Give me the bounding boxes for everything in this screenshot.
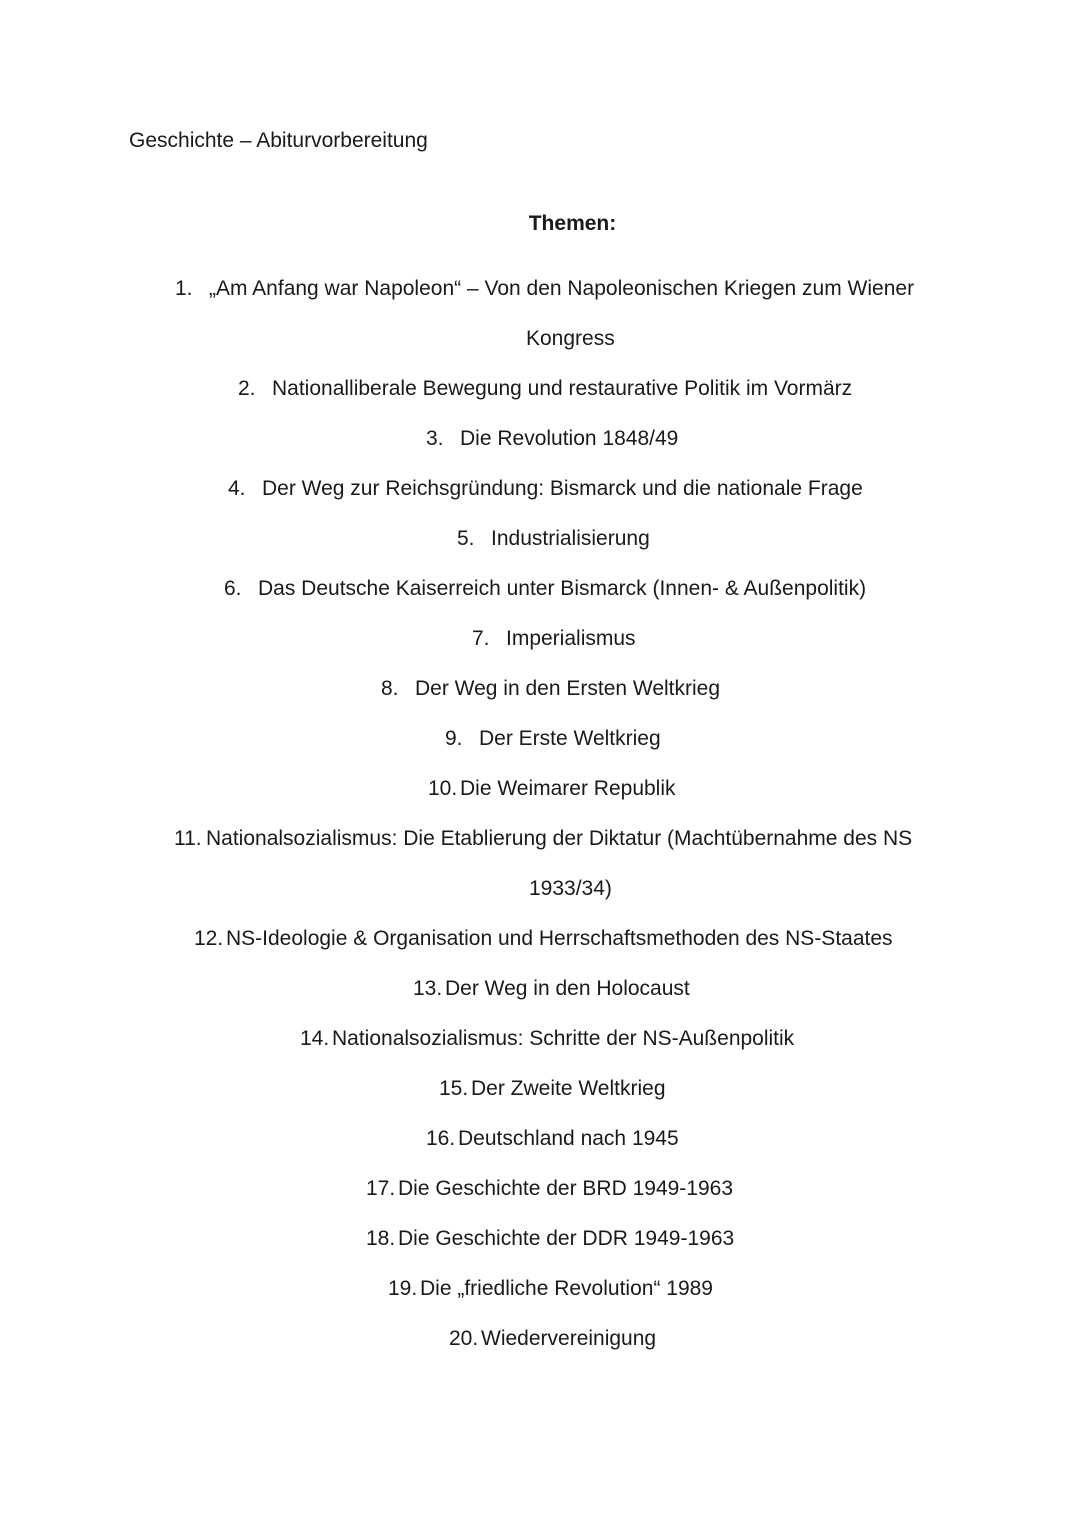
list-item	[174, 826, 912, 852]
document-header: Geschichte – Abiturvorbereitung	[129, 129, 428, 152]
item-number: 2.	[238, 377, 256, 400]
list-item	[228, 476, 863, 502]
list-item	[426, 426, 678, 452]
item-number: 5.	[457, 527, 475, 550]
list-item	[238, 376, 852, 402]
item-text: Industrialisierung	[491, 527, 650, 550]
item-number: 10.	[428, 777, 458, 800]
item-text: „Am Anfang war Napoleon“ – Von den Napoleonischen Kriegen zum Wiener	[209, 277, 915, 300]
item-number: 15.	[439, 1077, 469, 1100]
item-number: 3.	[426, 427, 444, 450]
item-text: Die Weimarer Republik	[460, 777, 676, 800]
item-number: 9.	[445, 727, 463, 750]
item-text: Nationalsozialismus: Schritte der NS-Außenpolitik	[332, 1027, 795, 1050]
item-text: Deutschland nach 1945	[458, 1127, 679, 1150]
list-item	[457, 526, 650, 552]
item-number: 13.	[413, 977, 443, 1000]
section-title: Themen:	[528, 212, 617, 235]
list-item	[439, 1076, 666, 1102]
list-item	[445, 726, 661, 752]
item-number: 1.	[175, 277, 193, 300]
item-number: 14.	[300, 1027, 330, 1050]
list-item	[449, 1326, 656, 1352]
item-number: 18.	[366, 1227, 396, 1250]
item-number: 19.	[388, 1277, 418, 1300]
list-item	[300, 1026, 794, 1052]
list-item	[366, 1176, 733, 1202]
item-text: Die Revolution 1848/49	[460, 427, 679, 450]
item-text: Das Deutsche Kaiserreich unter Bismarck (Innen- & Außenpolitik)	[258, 577, 867, 600]
list-item	[224, 576, 866, 602]
item-text: Der Erste Weltkrieg	[479, 727, 661, 750]
list-item	[426, 1126, 679, 1152]
item-number: 20.	[449, 1327, 479, 1350]
item-number: 11.	[174, 827, 202, 850]
list-item	[194, 926, 893, 952]
list-item-continuation: 1933/34)	[529, 877, 612, 900]
item-number: 4.	[228, 477, 246, 500]
item-text: Der Weg in den Ersten Weltkrieg	[415, 677, 721, 700]
item-text: Der Weg zur Reichsgründung: Bismarck und die nationale Frage	[262, 477, 863, 500]
list-item	[381, 676, 720, 702]
item-text: Imperialismus	[506, 627, 636, 650]
item-text: Die Geschichte der BRD 1949-1963	[398, 1177, 734, 1200]
item-number: 6.	[224, 577, 242, 600]
list-item	[366, 1226, 734, 1252]
item-text: NS-Ideologie & Organisation und Herrschaftsmethoden des NS-Staates	[226, 927, 893, 950]
item-number: 12.	[194, 927, 224, 950]
item-text: Der Zweite Weltkrieg	[471, 1077, 666, 1100]
list-item	[472, 626, 636, 652]
item-text: Die Geschichte der DDR 1949-1963	[398, 1227, 735, 1250]
list-item	[388, 1276, 713, 1302]
item-text: Die „friedliche Revolution“ 1989	[420, 1277, 713, 1300]
item-text: Der Weg in den Holocaust	[445, 977, 690, 1000]
item-number: 16.	[426, 1127, 456, 1150]
list-item	[175, 276, 914, 302]
item-text: Nationalsozialismus: Die Etablierung der Diktatur (Machtübernahme des NS	[206, 827, 913, 850]
item-number: 8.	[381, 677, 399, 700]
item-text: Nationalliberale Bewegung und restaurative Politik im Vormärz	[272, 377, 853, 400]
list-item	[428, 776, 676, 802]
list-item-continuation: Kongress	[526, 327, 615, 350]
list-item	[413, 976, 690, 1002]
item-number: 17.	[366, 1177, 396, 1200]
item-number: 7.	[472, 627, 490, 650]
item-text: Wiedervereinigung	[481, 1327, 657, 1350]
